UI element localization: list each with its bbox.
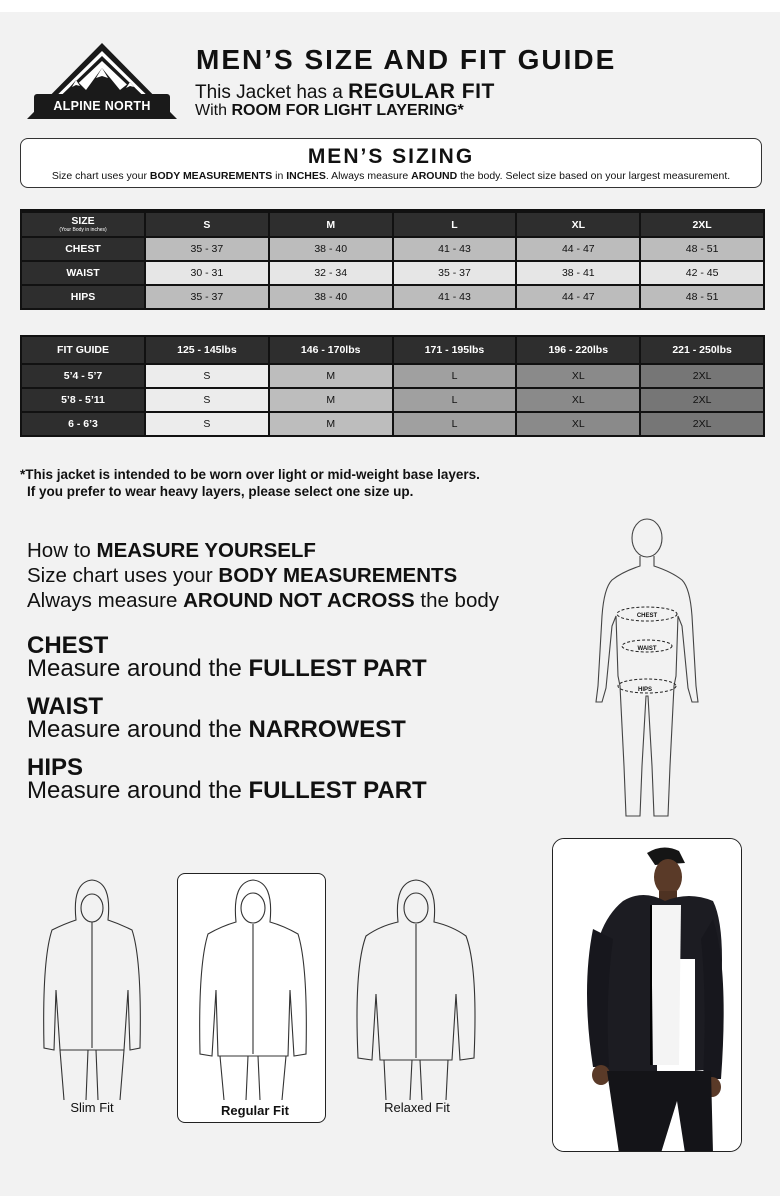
table-cell: 38 - 40 xyxy=(269,237,393,261)
table-cell: L xyxy=(393,388,517,412)
weight-col-header: 125 - 145lbs xyxy=(145,336,269,364)
size-corner: SIZE (Your Body in inches) xyxy=(21,211,145,237)
relaxed-fit-sketch-icon xyxy=(357,880,475,1100)
fit-line: This Jacket has a REGULAR FIT xyxy=(195,80,495,103)
body-measurement-figure xyxy=(592,516,702,826)
regular-fit-label: Regular Fit xyxy=(221,1103,289,1118)
measure-intro xyxy=(27,538,499,613)
footnote-line-1: *This jacket is intended to be worn over light or mid-weight base layers. xyxy=(20,467,480,482)
table-cell: 38 - 40 xyxy=(269,285,393,309)
table-cell: M xyxy=(269,412,393,436)
fit-corner: FIT GUIDE xyxy=(21,336,145,364)
weight-col-header: 171 - 195lbs xyxy=(393,336,517,364)
hips-instruction: Measure around the FULLEST PART xyxy=(27,777,427,804)
size-col-header: L xyxy=(393,211,517,237)
slim-fit-label: Slim Fit xyxy=(70,1100,114,1115)
table-cell: S xyxy=(145,388,269,412)
table-cell: 48 - 51 xyxy=(640,285,764,309)
table-cell: 35 - 37 xyxy=(393,261,517,285)
table-cell: 41 - 43 xyxy=(393,237,517,261)
fit-guide-table xyxy=(20,335,765,437)
footnote-line-2: If you prefer to wear heavy layers, please select one size up. xyxy=(27,484,414,499)
height-label: 5’4 - 5’7 xyxy=(21,364,145,388)
table-cell: 35 - 37 xyxy=(145,285,269,309)
waist-instruction: Measure around the NARROWEST xyxy=(27,716,406,743)
table-cell: 2XL xyxy=(640,412,764,436)
table-cell: 48 - 51 xyxy=(640,237,764,261)
measure-line-1: How to MEASURE YOURSELF xyxy=(27,539,316,562)
size-col-header: XL xyxy=(516,211,640,237)
table-cell: 41 - 43 xyxy=(393,285,517,309)
size-table xyxy=(20,209,765,310)
slim-fit-sketch-icon xyxy=(44,880,141,1100)
size-col-header: 2XL xyxy=(640,211,764,237)
size-col-header: S xyxy=(145,211,269,237)
figure-hips-label: HIPS xyxy=(637,687,653,693)
fit-table-header xyxy=(21,336,764,364)
table-cell: 2XL xyxy=(640,364,764,388)
model-photo xyxy=(552,838,742,1152)
measure-line-2: Size chart uses your BODY MEASUREMENTS xyxy=(27,564,458,587)
row-label: CHEST xyxy=(21,237,145,261)
height-label: 5’8 - 5’11 xyxy=(21,388,145,412)
table-cell: M xyxy=(269,364,393,388)
row-label: WAIST xyxy=(21,261,145,285)
table-cell: 44 - 47 xyxy=(516,285,640,309)
logo-text: ALPINE NORTH xyxy=(53,99,151,113)
model-image xyxy=(553,839,742,1152)
table-row xyxy=(21,412,764,436)
table-cell: 2XL xyxy=(640,388,764,412)
waist-heading: WAIST xyxy=(27,693,103,720)
table-row xyxy=(21,388,764,412)
table-row xyxy=(21,364,764,388)
regular-fit-sketch-icon xyxy=(200,880,307,1100)
table-cell: XL xyxy=(516,412,640,436)
table-cell: XL xyxy=(516,364,640,388)
sizing-note: Size chart uses your BODY MEASUREMENTS in INCHES. Always measure AROUND the body. Select size based on your largest measurement. xyxy=(51,170,731,182)
layering-line: With ROOM FOR LIGHT LAYERING* xyxy=(195,102,464,119)
hips-heading: HIPS xyxy=(27,754,84,781)
chest-instruction: Measure around the FULLEST PART xyxy=(27,655,427,682)
table-cell: L xyxy=(393,412,517,436)
height-label: 6 - 6’3 xyxy=(21,412,145,436)
table-row xyxy=(21,285,764,309)
table-cell: S xyxy=(145,412,269,436)
size-col-header: M xyxy=(269,211,393,237)
weight-col-header: 146 - 170lbs xyxy=(269,336,393,364)
table-cell: 32 - 34 xyxy=(269,261,393,285)
table-row xyxy=(21,261,764,285)
figure-chest-label: CHEST xyxy=(636,613,658,619)
table-cell: 35 - 37 xyxy=(145,237,269,261)
weight-col-header: 196 - 220lbs xyxy=(516,336,640,364)
weight-col-header: 221 - 250lbs xyxy=(640,336,764,364)
size-table-header xyxy=(21,211,764,237)
table-cell: 44 - 47 xyxy=(516,237,640,261)
table-row xyxy=(21,237,764,261)
table-cell: 38 - 41 xyxy=(516,261,640,285)
table-cell: M xyxy=(269,388,393,412)
top-strip xyxy=(0,0,780,12)
layering-footnote xyxy=(20,466,480,500)
figure-waist-label: WAIST xyxy=(637,646,657,652)
row-label: HIPS xyxy=(21,285,145,309)
sizing-box xyxy=(20,138,762,188)
page-title: MEN’S SIZE AND FIT GUIDE xyxy=(196,44,617,75)
table-cell: XL xyxy=(516,388,640,412)
measure-line-3: Always measure AROUND NOT ACROSS the body xyxy=(27,589,500,612)
chest-heading: CHEST xyxy=(27,632,109,659)
table-cell: 42 - 45 xyxy=(640,261,764,285)
table-cell: L xyxy=(393,364,517,388)
table-cell: S xyxy=(145,364,269,388)
relaxed-fit-label: Relaxed Fit xyxy=(384,1100,450,1115)
table-cell: 30 - 31 xyxy=(145,261,269,285)
sizing-title: MEN’S SIZING xyxy=(307,145,475,168)
